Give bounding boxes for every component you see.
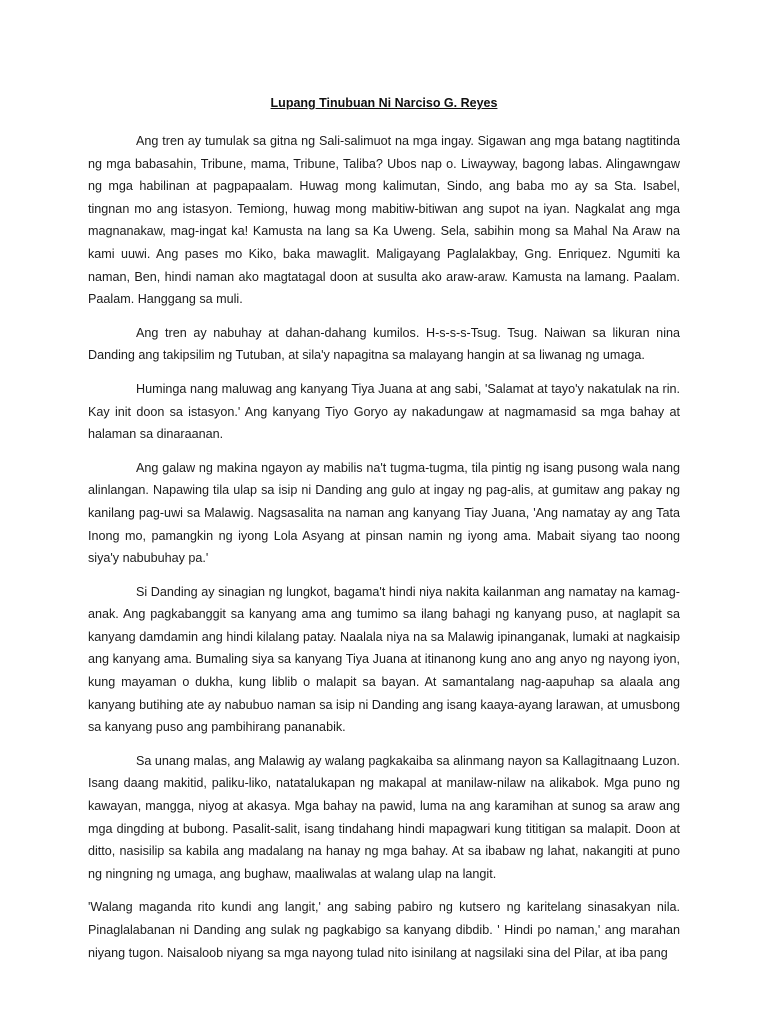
paragraph-5: Si Danding ay sinagian ng lungkot, bagama't hindi niya nakita kailanman ang namatay na kamag-anak. Ang pagkabanggit sa kanyang ama ang tumimo sa ilang bahagi ng kanyang puso, at naglapit sa kanyang damdamin ang hindi kilalang patay. Naalala niya na sa Malawig ipinanganak, lumaki at nagkaisip ang kanyang ama. Bumaling siya sa kanyang Tiya Juana at itinanong kung ano ang anyo ng nayong iyon, kung mayaman o dukha, kung liblib o malapit sa bayan. At samantalang nag-aapuhap sa alaala ang kanyang butihing ate ay nabubuo naman sa isip ni Danding ang isang kaaya-ayang larawan, at umusbong sa kanyang puso ang pambihirang pananabik. bbox=[88, 584, 680, 735]
paragraph-7: 'Walang maganda rito kundi ang langit,' ang sabing pabiro ng kutsero ng karitelang sinasakyan nila. Pinaglalabanan ni Danding ang sulak ng pagkabigo sa kanyang dibdib. ' Hindi po naman,' ang marahan niyang tugon. Naisaloob niyang sa mga nayong tulad nito isinilang at nagsilaki sina del Pilar, at iba pang bbox=[88, 900, 680, 960]
paragraph-3: Huminga nang maluwag ang kanyang Tiya Juana at ang sabi, 'Salamat at tayo'y nakatulak na rin. Kay init doon sa istasyon.' Ang kanyang Tiyo Goryo ay nakadungaw at nagmamasid sa mga bahay at halaman sa dinaraanan. bbox=[88, 381, 680, 442]
paragraph-1: Ang tren ay tumulak sa gitna ng Sali-salimuot na mga ingay. Sigawan ang mga batang nagtitinda ng mga babasahin, Tribune, mama, Tribune, Taliba? Ubos nap o. Liwayway, bagong labas. Alingawngaw ng mga habilinan at pagpapaalam. Huwag mong kalimutan, Sindo, ang baba mo ay sa Sta. Isabel, tingnan mo ang istasyon. Temiong, huwag mong mabitiw-bitiwan ang supot na iyan. Nagkalat ang mga magnanakaw, mag-ingat ka! Kamusta na lang sa Ka Uweng. Sela, sabihin mong sa Mahal Na Araw na kami uuwi. Ang pases mo Kiko, baka mawaglit. Maligayang Paglalakbay, Gng. Enriquez. Ngumiti ka naman, Ben, hindi naman ako magtatagal doon at susulta ako araw-araw. Kamusta na lamang. Paalam. Paalam. Hanggang sa muli. bbox=[88, 134, 680, 307]
paragraph-2: Ang tren ay nabuhay at dahan-dahang kumilos. H-s-s-s-Tsug. Tsug. Naiwan sa likuran nina Danding ang takipsilim ng Tutuban, at sila'y napagitna sa malayang hangin at sa liwanag ng umaga. bbox=[88, 325, 680, 363]
paragraph-6: Sa unang malas, ang Malawig ay walang pagkakaiba sa alinmang nayon sa Kallagitnaang Luzon. Isang daang makitid, paliku-liko, natatalukapan ng makapal at manilaw-nilaw na alikabok. Mga puno ng kawayan, mangga, niyog at akasya. Mga bahay na pawid, luma na ang karamihan at sunog sa araw ang mga dingding at bubong. Pasalit-salit, isang tindahang hindi mapagwari kung tititigan sa malapit. Doon at ditto, nasisilip sa kabila ang madalang na hanay ng mga bahay. At sa ibabaw ng lahat, nakangiti at puno ng ningning ng umaga, ang bughaw, maaliwalas at walang ulap na langit. bbox=[88, 753, 680, 881]
paragraph-4: Ang galaw ng makina ngayon ay mabilis na't tugma-tugma, tila pintig ng isang pusong wala nang alinlangan. Napawing tila ulap sa isip ni Danding ang gulo at ingay ng pag-alis, at gumitaw ang pakay ng kanilang pag-uwi sa Malawig. Nagsasalita na naman ang kanyang Tiay Juana, 'Ang namatay ay ang Tata Inong mo, pamangkin ng iyong Lola Asyang at pinsan namin ng iyong ama. Mabait siyang tao noong siya'y nabubuhay pa.' bbox=[88, 460, 680, 566]
document-body bbox=[88, 130, 680, 975]
document-title: Lupang Tinubuan Ni Narciso G. Reyes bbox=[270, 96, 498, 110]
